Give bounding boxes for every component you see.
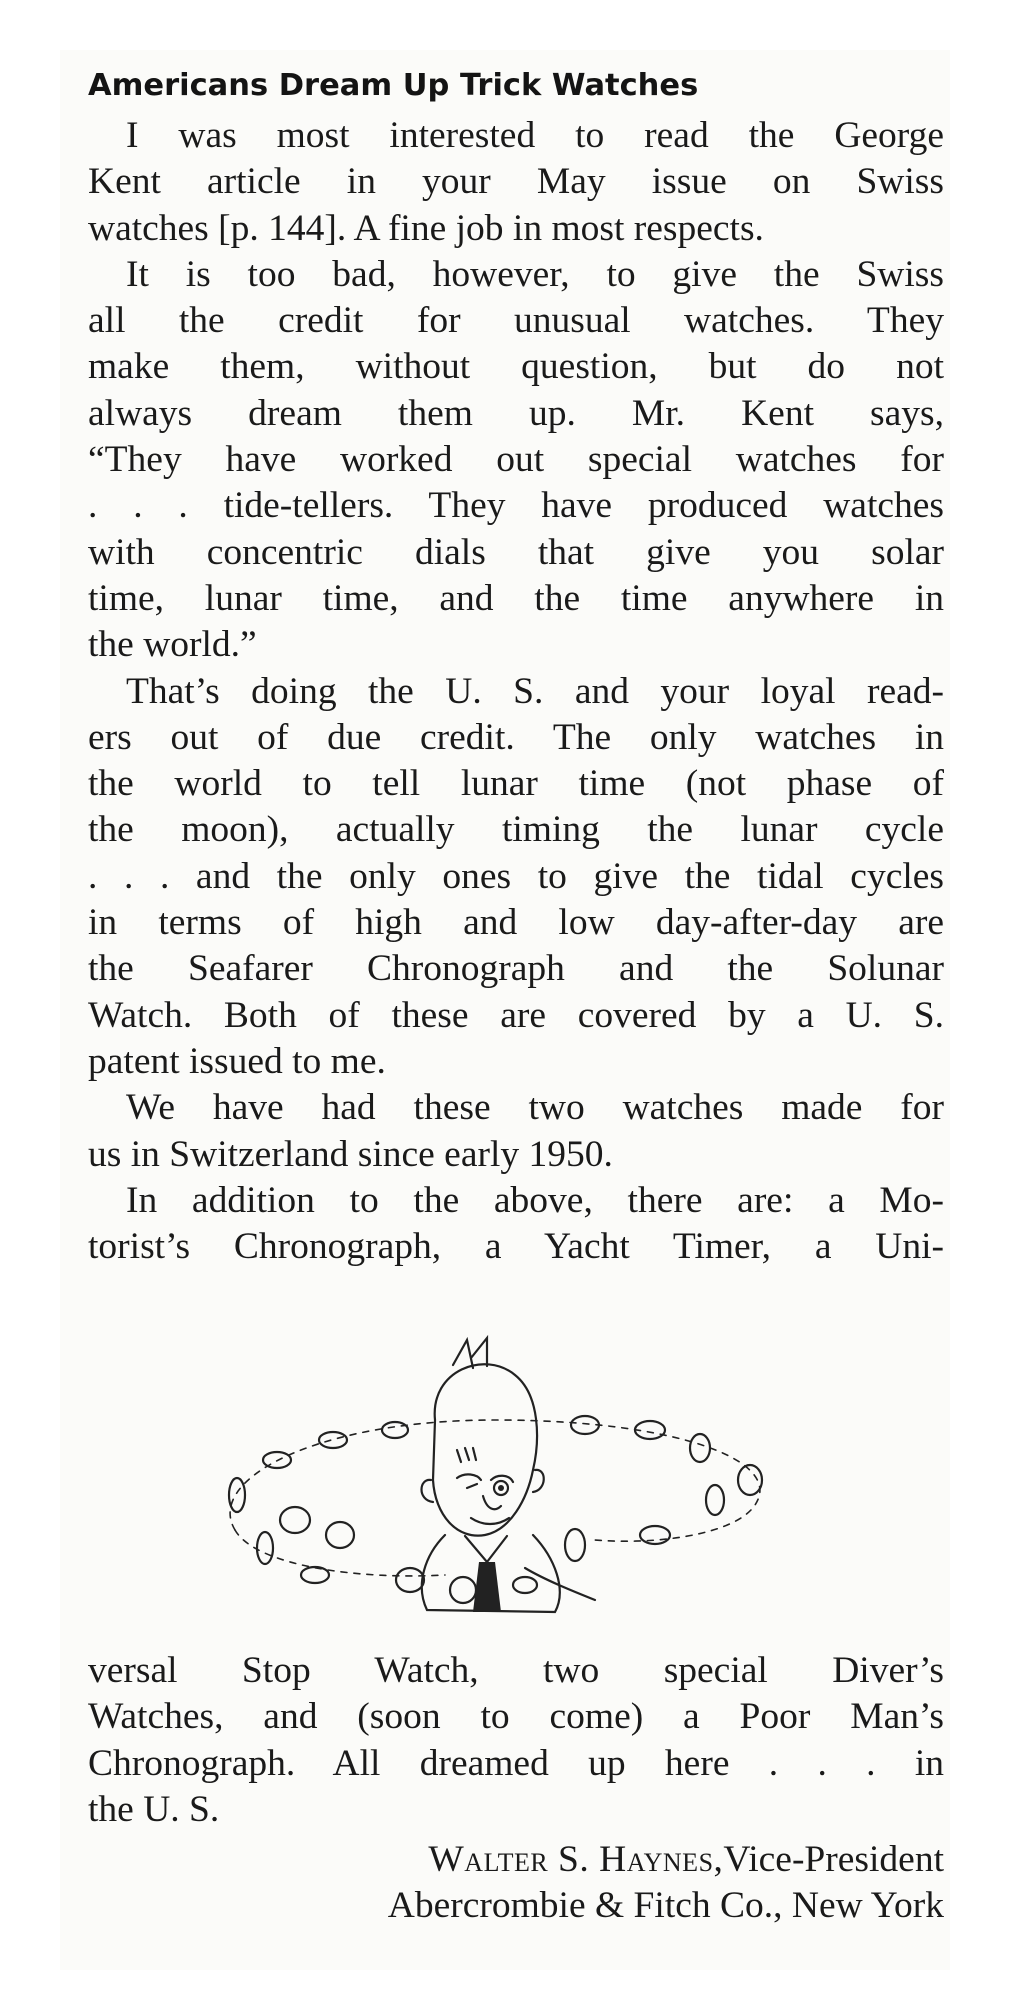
letter-body-top (88, 113, 944, 1270)
signature-name-line (428, 1837, 944, 1883)
text-line: make them, without question, but do not (88, 346, 944, 388)
text-line: Watch. Both of these are covered by a U. S. (88, 994, 944, 1036)
text-line: I was most interested to read the George (126, 115, 944, 156)
text-line: ers out of due credit. The only watches in (88, 716, 944, 758)
text-line: . . . and the only ones to give the tidal cycles (88, 855, 944, 897)
letter-body-bottom (88, 1648, 944, 1833)
cartoon-man-with-orbiting-watches-icon (195, 1330, 795, 1630)
text-line: in terms of high and low day-after-day are (88, 902, 944, 944)
text-line: patent issued to me. (88, 1040, 386, 1082)
text-line: “They have worked out special watches for (88, 439, 944, 481)
text-line: watches [p. 144]. A fine job in most respects. (88, 207, 764, 249)
text-line: time, lunar time, and the time anywhere in (88, 577, 944, 619)
text-line: the world to tell lunar time (not phase of (88, 763, 944, 805)
text-line: all the credit for unusual watches. They (88, 300, 944, 342)
text-line: We have had these two watches made for (126, 1087, 944, 1129)
text-line: Watches, and (soon to come) a Poor Man’s (88, 1696, 944, 1738)
text-line: the world.” (88, 624, 257, 666)
text-line: torist’s Chronograph, a Yacht Timer, a Uni- (88, 1226, 944, 1268)
text-line: the moon), actually timing the lunar cycle (88, 809, 944, 851)
text-line: versal Stop Watch, two special Diver’s (88, 1650, 944, 1691)
text-line: . . . tide-tellers. They have produced watches (88, 485, 944, 527)
text-line: the U. S. (88, 1788, 220, 1830)
text-line: always dream them up. Mr. Kent says, (88, 392, 944, 434)
article-headline: Americans Dream Up Trick Watches (88, 68, 699, 103)
signature-organization: Abercrombie & Fitch Co., New York (387, 1885, 944, 1926)
text-line: us in Switzerland since early 1950. (88, 1133, 613, 1175)
text-line: That’s doing the U. S. and your loyal read- (126, 670, 944, 712)
text-line: Kent article in your May issue on Swiss (88, 161, 944, 203)
text-line: the Seafarer Chronograph and the Solunar (88, 948, 944, 990)
signature-title: Vice-President (723, 1839, 944, 1880)
text-line: In addition to the above, there are: a Mo- (126, 1179, 944, 1221)
text-line: It is too bad, however, to give the Swiss (126, 253, 944, 295)
signature-name: Walter S. Haynes, (428, 1839, 724, 1880)
text-line: with concentric dials that give you solar (88, 531, 944, 573)
text-line: Chronograph. All dreamed up here . . . in (88, 1742, 944, 1784)
